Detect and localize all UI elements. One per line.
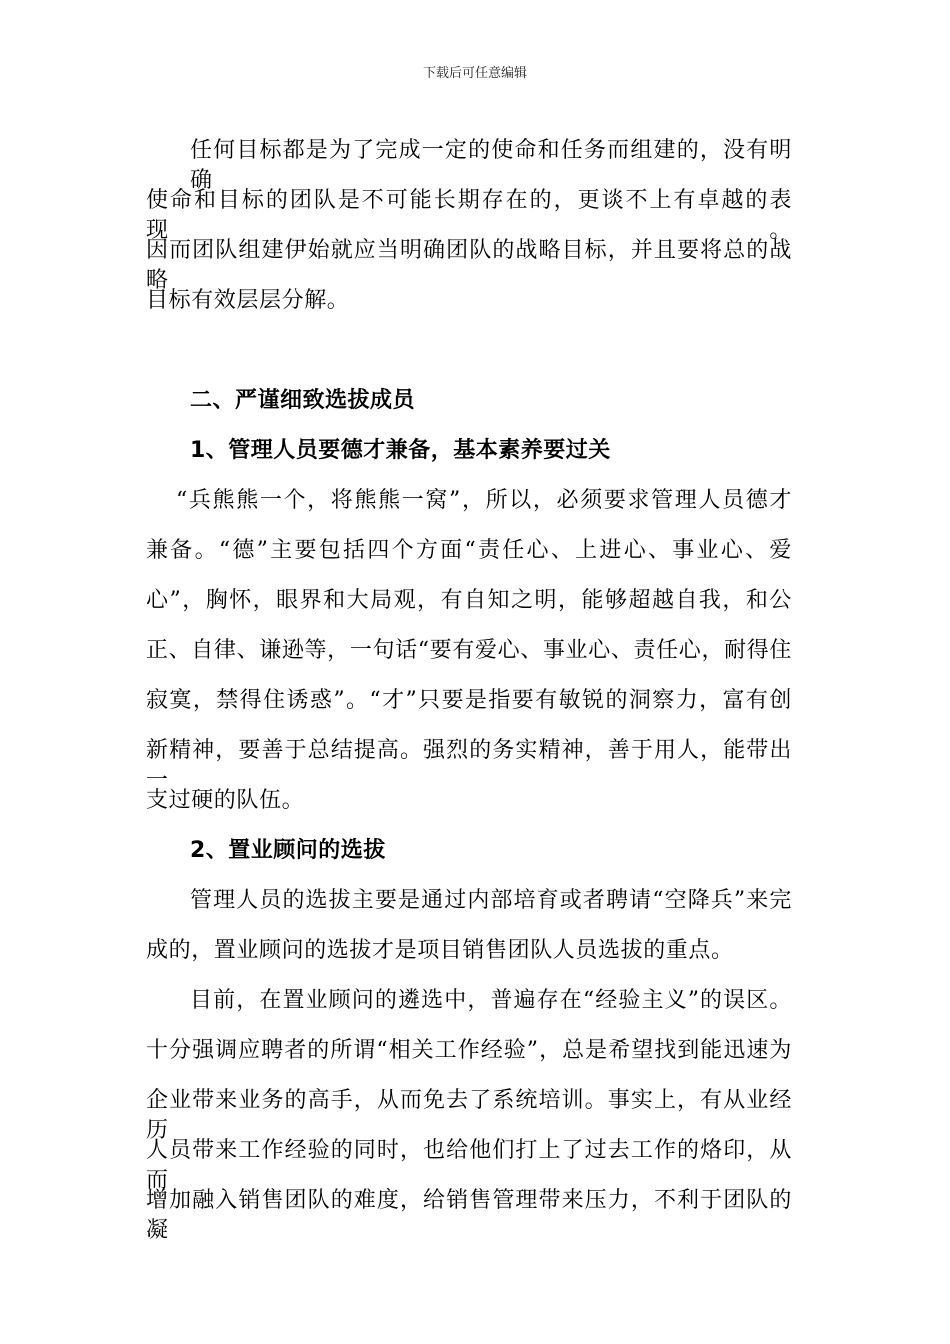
paragraph-line: 心”，胸怀，眼界和大局观，有自知之明，能够超越自我，和公 xyxy=(146,588,792,613)
paragraph-line: 目标有效层层分解。 xyxy=(146,288,350,313)
paragraph-line: 人员带来工作经验的同时，也给他们打上了过去工作的烙印，从而 xyxy=(146,1138,792,1193)
paragraph-line: 任何目标都是为了完成一定的使命和任务而组建的，没有明确 xyxy=(190,138,792,193)
paragraph-line: 寂寞，禁得住诱惑”。“才”只要是指要有敏锐的洞察力，富有创 xyxy=(146,688,792,713)
paragraph-line: 使命和目标的团队是不可能长期存在的，更谈不上有卓越的表现。 xyxy=(146,188,792,243)
paragraph-line: 企业带来业务的高手，从而免去了系统培训。事实上，有从业经历 xyxy=(146,1088,792,1143)
page-header: 下载后可任意编辑 xyxy=(422,66,527,81)
paragraph-line: 十分强调应聘者的所谓“相关工作经验”，总是希望找到能迅速为 xyxy=(146,1038,792,1063)
paragraph-line: 因而团队组建伊始就应当明确团队的战略目标，并且要将总的战略 xyxy=(146,238,792,293)
paragraph-line: 支过硬的队伍。 xyxy=(146,788,305,813)
paragraph-line: 正、自律、谦逊等，一句话“要有爱心、事业心、责任心，耐得住 xyxy=(146,638,792,663)
paragraph-line: 管理人员的选拔主要是通过内部培育或者聘请“空降兵”来完 xyxy=(190,888,792,913)
section-heading: 二、严谨细致选拔成员 xyxy=(190,388,416,413)
paragraph-line: 新精神，要善于总结提高。强烈的务实精神，善于用人，能带出一 xyxy=(146,738,792,793)
subsection-heading: 1、管理人员要德才兼备，基本素养要过关 xyxy=(190,438,611,463)
paragraph-line: 增加融入销售团队的难度，给销售管理带来压力，不利于团队的凝 xyxy=(146,1188,792,1243)
paragraph-line: 兼备。“德”主要包括四个方面“责任心、上进心、事业心、爱 xyxy=(146,538,792,563)
paragraph-line: 目前，在置业顾问的遴选中，普遍存在“经验主义”的误区。 xyxy=(190,988,792,1013)
paragraph-line: 成的，置业顾问的选拔才是项目销售团队人员选拔的重点。 xyxy=(146,938,734,963)
paragraph-line: “兵熊熊一个，将熊熊一窝”，所以，必须要求管理人员德才 xyxy=(176,488,792,513)
subsection-heading: 2、置业顾问的选拔 xyxy=(190,838,386,863)
